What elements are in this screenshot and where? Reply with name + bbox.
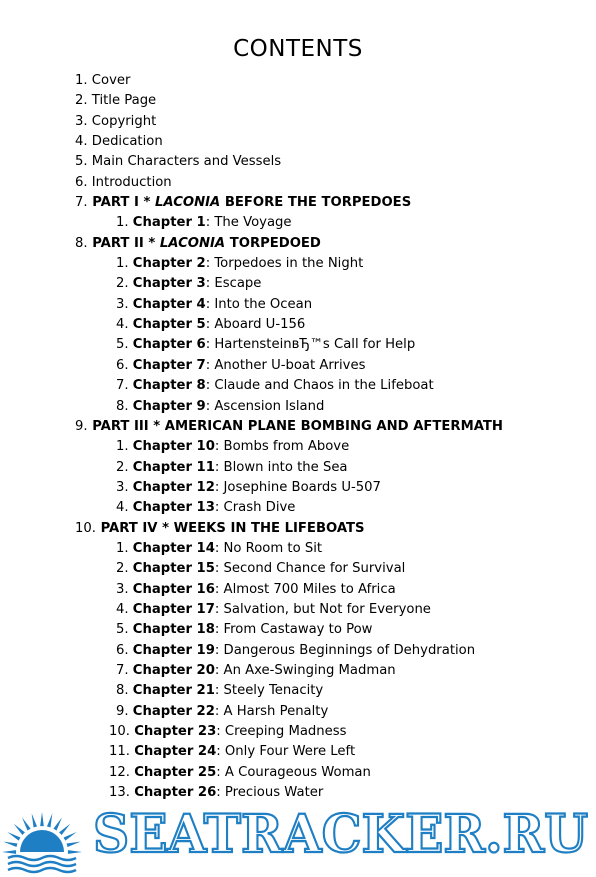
chapter-title: : Into the Ocean — [205, 296, 313, 312]
entry-number: 5. — [116, 337, 129, 353]
chapter-title: : Claude and Chaos in the Lifeboat — [205, 378, 434, 394]
toc-part[interactable] — [0, 234, 596, 254]
entry-number: 7. — [116, 662, 129, 678]
part-ship-name: LACONIA — [159, 235, 226, 251]
chapter-title: : Dangerous Beginnings of Dehydration — [214, 642, 476, 658]
entry-number: 13. — [109, 785, 130, 801]
chapter-number: Chapter 4 — [132, 296, 206, 312]
chapter-title: : No Room to Sit — [214, 540, 323, 556]
part-title: PART III * AMERICAN PLANE BOMBING AND AFTERMATH — [92, 418, 503, 434]
entry-number: 9. — [75, 418, 88, 434]
entry-number: 1. — [116, 439, 129, 455]
toc-item-label: Introduction — [91, 174, 172, 190]
entry-number: 5. — [116, 622, 129, 638]
toc-chapter[interactable] — [0, 580, 596, 600]
toc-chapter[interactable] — [0, 600, 596, 620]
chapter-title: : Almost 700 Miles to Africa — [214, 581, 396, 597]
toc-chapter[interactable] — [0, 763, 596, 783]
toc-chapter[interactable] — [0, 376, 596, 396]
chapter-number: Chapter 3 — [132, 276, 206, 292]
chapter-number: Chapter 8 — [132, 378, 206, 394]
page-title: CONTENTS — [233, 36, 363, 62]
entry-number: 5. — [75, 154, 88, 170]
toc-chapter[interactable] — [0, 397, 596, 417]
chapter-number: Chapter 6 — [132, 337, 206, 353]
toc-item-label: Title Page — [91, 93, 157, 109]
chapter-title: : The Voyage — [205, 215, 292, 231]
chapter-number: Chapter 16 — [132, 581, 215, 597]
chapter-number: Chapter 7 — [132, 357, 206, 373]
toc-item[interactable] — [0, 91, 596, 111]
entry-number: 2. — [116, 276, 129, 292]
entry-number: 8. — [116, 398, 129, 414]
entry-number: 12. — [109, 764, 130, 780]
entry-number: 8. — [116, 683, 129, 699]
toc-item-label: Main Characters and Vessels — [91, 154, 282, 170]
chapter-title: : Crash Dive — [214, 500, 296, 516]
toc-chapter[interactable] — [0, 274, 596, 294]
toc-chapter[interactable] — [0, 254, 596, 274]
toc-item[interactable] — [0, 173, 596, 193]
chapter-title: : Josephine Boards U-507 — [214, 479, 381, 495]
toc-chapter[interactable] — [0, 641, 596, 661]
toc-item-label: Dedication — [91, 134, 163, 150]
chapter-title: : Escape — [205, 276, 262, 292]
chapter-number: Chapter 5 — [132, 317, 206, 333]
chapter-number: Chapter 21 — [132, 683, 215, 699]
part-title: PART IV * WEEKS IN THE LIFEBOATS — [100, 520, 365, 536]
chapter-number: Chapter 20 — [132, 662, 215, 678]
entry-number: 3. — [116, 479, 129, 495]
entry-number: 4. — [116, 500, 129, 516]
toc-chapter[interactable] — [0, 437, 596, 457]
watermark-text: SEATRACKER.RU — [93, 804, 588, 865]
chapter-title: : Second Chance for Survival — [214, 561, 406, 577]
chapter-title: : Salvation, but Not for Everyone — [214, 601, 431, 617]
entry-number: 10. — [109, 724, 130, 739]
toc-part[interactable] — [0, 193, 596, 213]
part-ship-name: LACONIA — [154, 195, 221, 211]
toc-part[interactable] — [0, 519, 596, 539]
toc-part[interactable] — [0, 417, 596, 437]
chapter-title: : A Courageous Woman — [216, 764, 371, 780]
part-title: PART I * — [92, 195, 155, 211]
toc-item-label: Cover — [91, 73, 131, 88]
part-title: PART II * — [92, 235, 160, 251]
toc-item[interactable] — [0, 132, 596, 152]
chapter-number: Chapter 14 — [132, 540, 215, 556]
chapter-number: Chapter 19 — [132, 642, 215, 658]
toc-chapter[interactable] — [0, 702, 596, 722]
entry-number: 2. — [116, 561, 129, 577]
chapter-title: : Precious Water — [216, 785, 324, 801]
toc-chapter[interactable] — [0, 458, 596, 478]
chapter-number: Chapter 2 — [132, 256, 206, 272]
toc-item[interactable] — [0, 152, 596, 172]
entry-number: 7. — [116, 378, 129, 394]
toc-chapter[interactable] — [0, 498, 596, 518]
entry-number: 1. — [116, 256, 129, 272]
toc-chapter[interactable] — [0, 356, 596, 376]
chapter-title: : Only Four Were Left — [216, 744, 356, 760]
chapter-number: Chapter 13 — [132, 500, 215, 516]
chapter-title: : HartensteinвЂ™s Call for Help — [205, 337, 416, 353]
sun-logo-icon — [2, 812, 82, 872]
chapter-number: Chapter 25 — [134, 764, 217, 780]
entry-number: 1. — [116, 540, 129, 556]
entry-number: 2. — [75, 93, 88, 109]
toc-chapter[interactable] — [0, 295, 596, 315]
chapter-number: Chapter 15 — [132, 561, 215, 577]
entry-number: 6. — [116, 642, 129, 658]
chapter-title: : Torpedoes in the Night — [205, 256, 364, 272]
entry-number: 9. — [116, 703, 129, 719]
entry-number: 11. — [109, 744, 130, 760]
chapter-number: Chapter 1 — [132, 215, 206, 231]
entry-number: 6. — [116, 357, 129, 373]
chapter-title: : Steely Tenacity — [214, 683, 324, 699]
entry-number: 2. — [116, 459, 129, 475]
table-of-contents — [0, 71, 596, 803]
chapter-title: : Ascension Island — [205, 398, 325, 414]
chapter-number: Chapter 18 — [132, 622, 215, 638]
chapter-title: : A Harsh Penalty — [214, 703, 329, 719]
chapter-number: Chapter 26 — [134, 785, 217, 801]
chapter-title: : Another U-boat Arrives — [205, 357, 366, 373]
chapter-title: : Bombs from Above — [214, 439, 350, 455]
chapter-number: Chapter 23 — [134, 724, 217, 739]
watermark — [0, 792, 596, 877]
chapter-number: Chapter 24 — [134, 744, 217, 760]
entry-number: 7. — [75, 195, 88, 211]
toc-chapter[interactable] — [0, 478, 596, 498]
chapter-number: Chapter 17 — [132, 601, 215, 617]
toc-chapter[interactable] — [0, 315, 596, 335]
toc-item[interactable] — [0, 112, 596, 132]
toc-item[interactable] — [0, 71, 596, 91]
toc-chapter[interactable] — [0, 213, 596, 233]
chapter-number: Chapter 9 — [132, 398, 206, 414]
toc-chapter[interactable] — [0, 681, 596, 701]
entry-number: 3. — [116, 581, 129, 597]
chapter-title: : Creeping Madness — [216, 724, 347, 739]
chapter-title: : An Axe-Swinging Madman — [214, 662, 396, 678]
chapter-number: Chapter 22 — [132, 703, 215, 719]
toc-chapter[interactable] — [0, 559, 596, 579]
part-title-rest: BEFORE THE TORPEDOES — [220, 195, 412, 211]
entry-number: 4. — [116, 601, 129, 617]
toc-item-label: Copyright — [91, 113, 157, 129]
toc-chapter[interactable] — [0, 335, 596, 355]
chapter-number: Chapter 11 — [132, 459, 215, 475]
chapter-title: : Blown into the Sea — [214, 459, 348, 475]
entry-number: 4. — [75, 134, 88, 150]
chapter-title: : Aboard U-156 — [205, 317, 306, 333]
entry-number: 10. — [75, 520, 96, 536]
entry-number: 1. — [116, 215, 129, 231]
part-title-rest: TORPEDOED — [225, 235, 321, 251]
toc-chapter[interactable] — [0, 722, 596, 742]
entry-number: 4. — [116, 317, 129, 333]
chapter-title: : From Castaway to Pow — [214, 622, 373, 638]
entry-number: 3. — [75, 113, 88, 129]
toc-chapter[interactable] — [0, 620, 596, 640]
toc-chapter[interactable] — [0, 742, 596, 762]
toc-chapter[interactable] — [0, 539, 596, 559]
entry-number: 3. — [116, 296, 129, 312]
entry-number: 1. — [75, 73, 88, 88]
entry-number: 8. — [75, 235, 88, 251]
toc-chapter[interactable] — [0, 661, 596, 681]
chapter-number: Chapter 10 — [132, 439, 215, 455]
entry-number: 6. — [75, 174, 88, 190]
chapter-number: Chapter 12 — [132, 479, 215, 495]
